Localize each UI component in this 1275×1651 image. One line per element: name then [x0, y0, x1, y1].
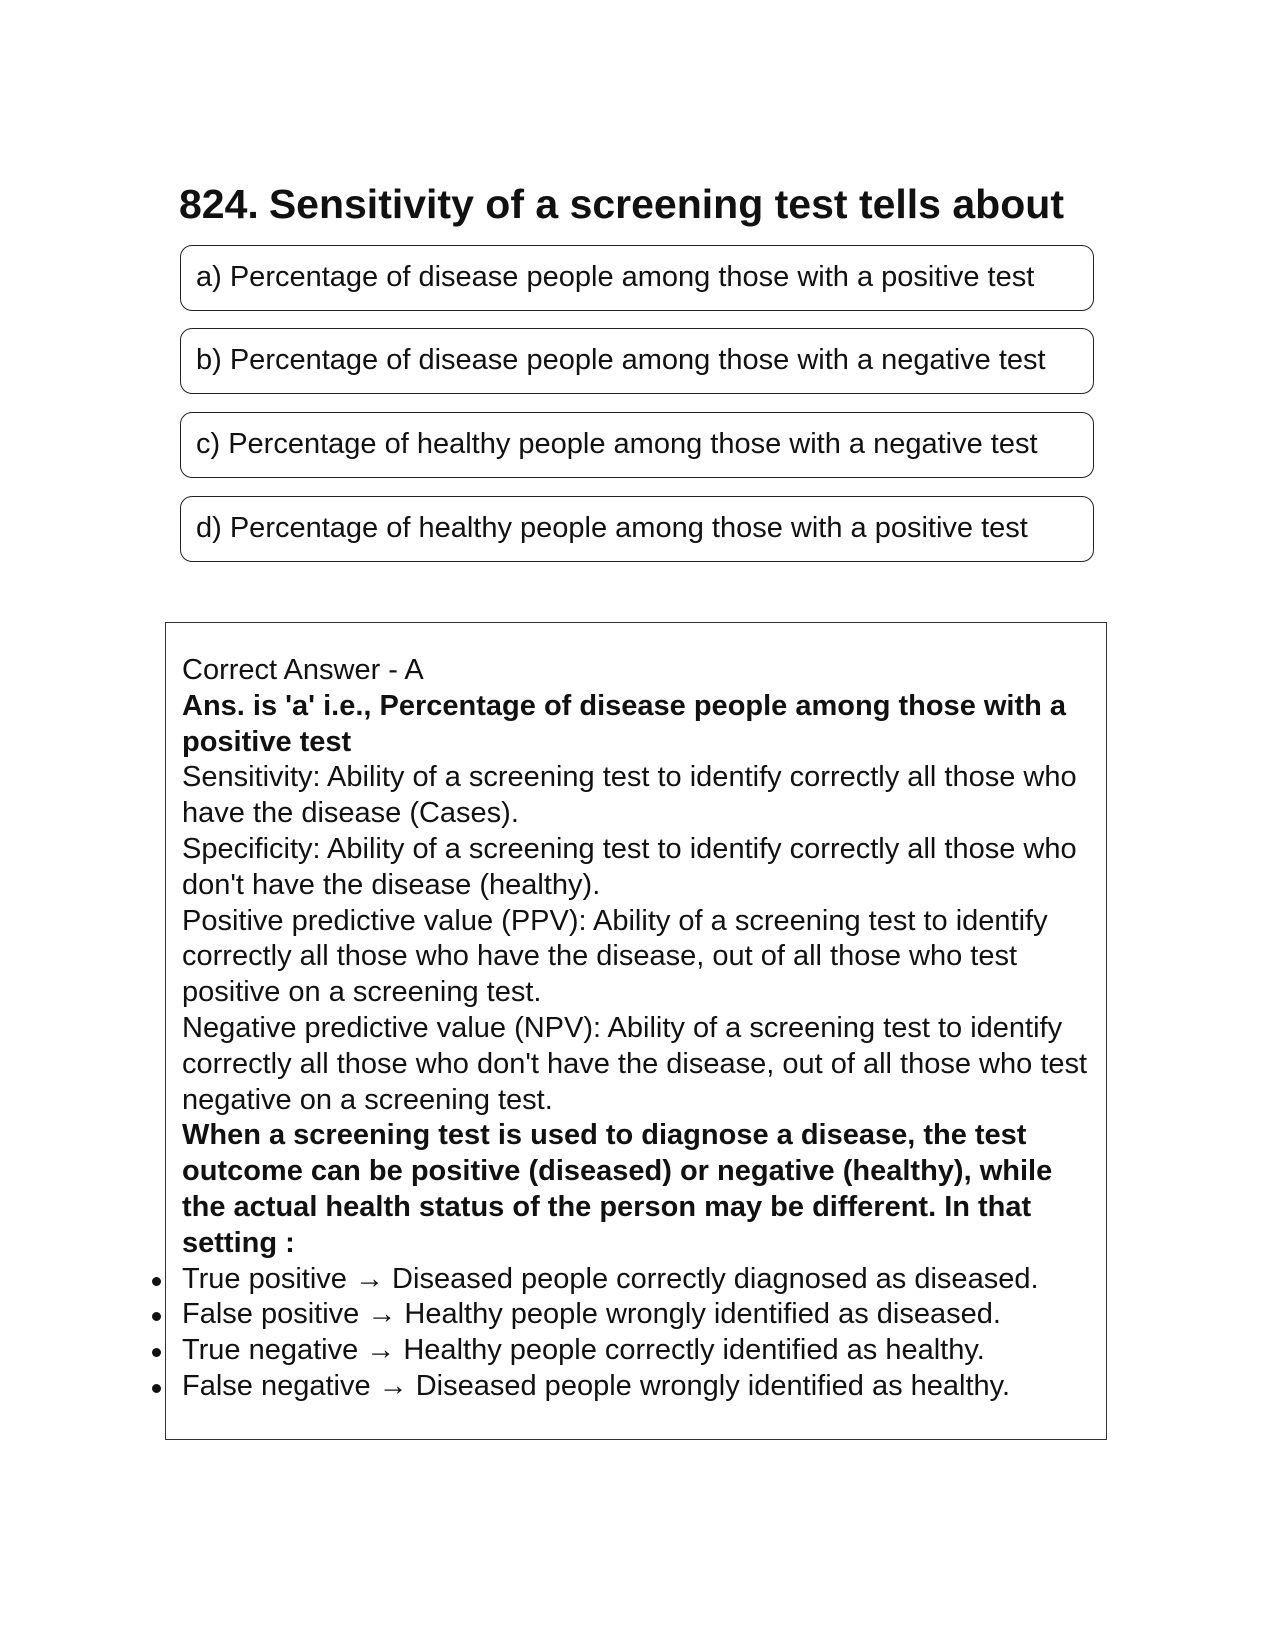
list-item: False positive → Healthy people wrongly identified as diseased.: [182, 1297, 1094, 1333]
ppv-definition: Positive predictive value (PPV): Ability of a screening test to identify correctly all those who have the disease, out of all those who test positive on a screening test.: [182, 904, 1048, 1009]
setting-paragraph: When a screening test is used to diagnose a disease, the test outcome can be positive (diseased) or negative (healthy), while the actual health status of the person may be different. In that setting :: [182, 1119, 1053, 1259]
list-item: False negative → Diseased people wrongly identified as healthy.: [182, 1369, 1094, 1405]
sensitivity-definition: Sensitivity: Ability of a screening test to identify correctly all those who have the disease (Cases).: [182, 761, 1077, 830]
npv-definition: Negative predictive value (NPV): Ability of a screening test to identify correctly all those who don't have the disease, out of all those who test negative on a screening test.: [182, 1011, 1088, 1116]
outcome-list: [182, 1262, 1094, 1405]
answer-explanation: [182, 653, 1094, 1405]
question-title: [179, 178, 1064, 230]
option-b[interactable]: b) Percentage of disease people among those with a negative test: [180, 328, 1094, 394]
correct-answer: Correct Answer - A: [182, 654, 424, 686]
list-item: True positive → Diseased people correctly diagnosed as diseased.: [182, 1262, 1094, 1298]
list-item: True negative → Healthy people correctly identified as healthy.: [182, 1333, 1094, 1369]
question-number: 824.: [179, 181, 259, 227]
question-text: Sensitivity of a screening test tells about: [268, 181, 1064, 227]
specificity-definition: Specificity: Ability of a screening test to identify correctly all those who don't have the disease (healthy).: [182, 832, 1077, 901]
option-c[interactable]: c) Percentage of healthy people among those with a negative test: [180, 412, 1094, 478]
option-a[interactable]: a) Percentage of disease people among those with a positive test: [180, 245, 1094, 311]
option-d[interactable]: d) Percentage of healthy people among those with a positive test: [180, 496, 1094, 562]
answer-headline: Ans. is 'a' i.e., Percentage of disease people among those with a positive test: [182, 689, 1067, 758]
